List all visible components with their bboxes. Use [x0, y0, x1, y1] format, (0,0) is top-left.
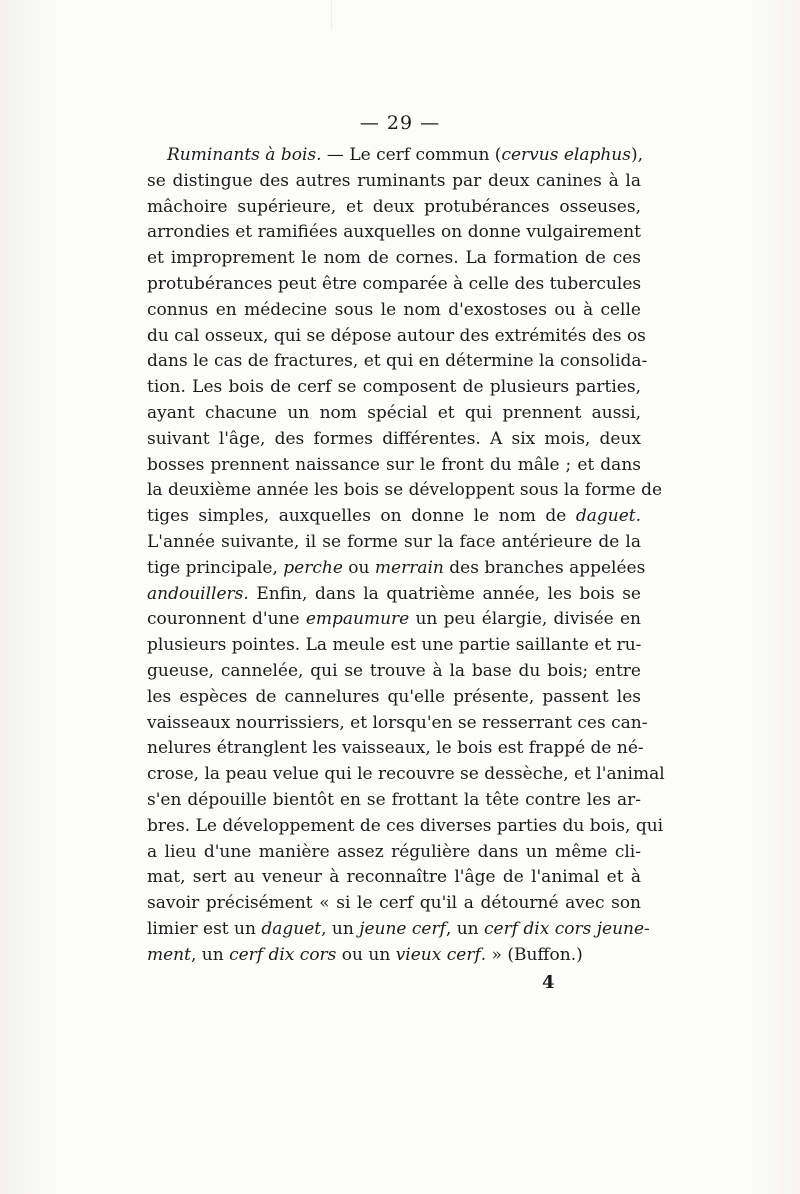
- italic-text: perche: [283, 557, 343, 578]
- text-line: [147, 453, 641, 479]
- italic-text: daguet: [261, 918, 322, 939]
- text-segment: ou un: [336, 944, 396, 965]
- text-line: [147, 169, 641, 195]
- text-line: [147, 814, 664, 840]
- text-segment: tiges simples, auxquelles on donne le nom de: [147, 506, 576, 527]
- text-line: [147, 659, 641, 685]
- text-segment: protubérances peut être comparée à celle des tubercules: [147, 273, 642, 294]
- text-segment: . » (Buffon.): [480, 944, 583, 965]
- text-segment: nelures étranglent les vaisseaux, le bois est frappé de né-: [147, 738, 644, 759]
- text-line: [147, 711, 648, 737]
- italic-text: vieux cerf: [395, 944, 481, 965]
- text-line: [147, 298, 641, 324]
- signature-mark: 4: [542, 972, 555, 993]
- italic-text: cerf dix cors: [229, 944, 337, 965]
- paper-crease: [331, 0, 332, 30]
- text-line: [147, 478, 663, 504]
- text-line: [147, 195, 641, 221]
- text-line: [147, 685, 641, 711]
- page-number: — 29 —: [359, 112, 441, 134]
- text-line: [147, 427, 641, 453]
- text-segment: tige principale,: [147, 557, 284, 578]
- italic-text: jeune cerf: [359, 918, 446, 939]
- text-line: [147, 865, 641, 891]
- text-segment: savoir précisément « si le cerf qu'il a détourné avec son: [147, 893, 641, 914]
- text-segment: ou: [342, 557, 375, 578]
- italic-text: cervus elaphus: [501, 145, 631, 165]
- text-segment: tion. Les bois de cerf se composent de plusieurs parties,: [147, 377, 641, 398]
- text-line: [147, 891, 641, 917]
- text-segment: a lieu d'une manière assez régulière dans un même cli-: [147, 841, 641, 862]
- text-segment: un peu élargie, divisée en: [409, 609, 641, 630]
- text-line: [147, 530, 641, 556]
- text-segment: L'année suivante, il se forme sur la face antérieure de la: [147, 531, 641, 552]
- text-segment: , un: [321, 918, 360, 939]
- text-segment: dans le cas de fractures, et qui en détermine la consolida-: [147, 351, 648, 372]
- text-segment: vaisseaux nourrissiers, et lorsqu'en se resserrant ces can-: [147, 712, 648, 733]
- italic-text: daguet.: [575, 506, 641, 527]
- text-segment: — Le cerf commun (: [321, 145, 502, 165]
- text-line: [147, 504, 641, 530]
- text-segment: connus en médecine sous le nom d'exostoses ou à celle: [147, 299, 641, 320]
- text-segment: , un: [190, 944, 230, 965]
- text-line: [147, 788, 641, 814]
- text-segment: mâchoire supérieure, et deux protubérances osseuses,: [147, 196, 641, 217]
- italic-text: cerf dix cors jeune-: [484, 918, 650, 939]
- text-segment: limier est un: [147, 918, 262, 939]
- text-segment: , un: [445, 918, 485, 939]
- text-segment: bosses prennent naissance sur le front du mâle ; et dans: [147, 454, 641, 475]
- text-segment: s'en dépouille bientôt en se frottant la tête contre les ar-: [147, 789, 641, 810]
- text-line: [147, 220, 641, 246]
- text-line: [147, 917, 650, 943]
- text-line: [147, 246, 641, 272]
- text-segment: plusieurs pointes. La meule est une partie saillante et ru-: [147, 635, 642, 656]
- text-line: [147, 324, 646, 350]
- italic-text: Ruminants à bois.: [167, 145, 322, 165]
- text-segment: les espèces de cannelures qu'elle présente, passent les: [147, 686, 641, 707]
- text-line: [147, 582, 641, 608]
- text-segment: ),: [630, 145, 644, 165]
- text-line: [147, 349, 648, 375]
- text-segment: mat, sert au veneur à reconnaître l'âge de l'animal et à: [147, 867, 641, 888]
- text-line: [147, 375, 641, 401]
- text-line: [147, 943, 641, 969]
- text-segment: la deuxième année les bois se développent sous la forme de: [147, 480, 663, 501]
- text-line: [147, 736, 644, 762]
- text-segment: crose, la peau velue qui le recouvre se dessèche, et l'animal: [147, 764, 665, 785]
- text-line: [147, 272, 641, 298]
- text-segment: des branches appelées: [443, 557, 646, 578]
- text-segment: arrondies et ramifiées auxquelles on donne vulgairement: [147, 222, 641, 243]
- text-segment: couronnent d'une: [147, 609, 306, 630]
- text-segment: suivant l'âge, des formes différentes. A six mois, deux: [147, 428, 641, 449]
- text-line: [147, 143, 644, 169]
- italic-text: andouillers.: [147, 583, 249, 604]
- text-segment: se distingue des autres ruminants par deux canines à la: [147, 170, 641, 191]
- text-line: [147, 762, 665, 788]
- text-segment: Enfin, dans la quatrième année, les bois se: [248, 583, 641, 604]
- italic-text: merrain: [374, 557, 444, 578]
- text-line: [147, 556, 646, 582]
- text-segment: et improprement le nom de cornes. La formation de ces: [147, 248, 641, 269]
- text-segment: du cal osseux, qui se dépose autour des extrémités des os: [147, 325, 646, 346]
- italic-text: empaumure: [305, 609, 410, 630]
- italic-text: ment: [147, 944, 191, 965]
- text-segment: ayant chacune un nom spécial et qui prennent aussi,: [147, 402, 641, 423]
- text-line: [147, 840, 641, 866]
- text-line: [147, 607, 641, 633]
- text-segment: gueuse, cannelée, qui se trouve à la base du bois; entre: [147, 660, 641, 681]
- body-text: [147, 143, 665, 969]
- text-line: [147, 401, 641, 427]
- text-segment: bres. Le développement de ces diverses parties du bois, qui: [147, 815, 664, 836]
- text-line: [147, 633, 641, 659]
